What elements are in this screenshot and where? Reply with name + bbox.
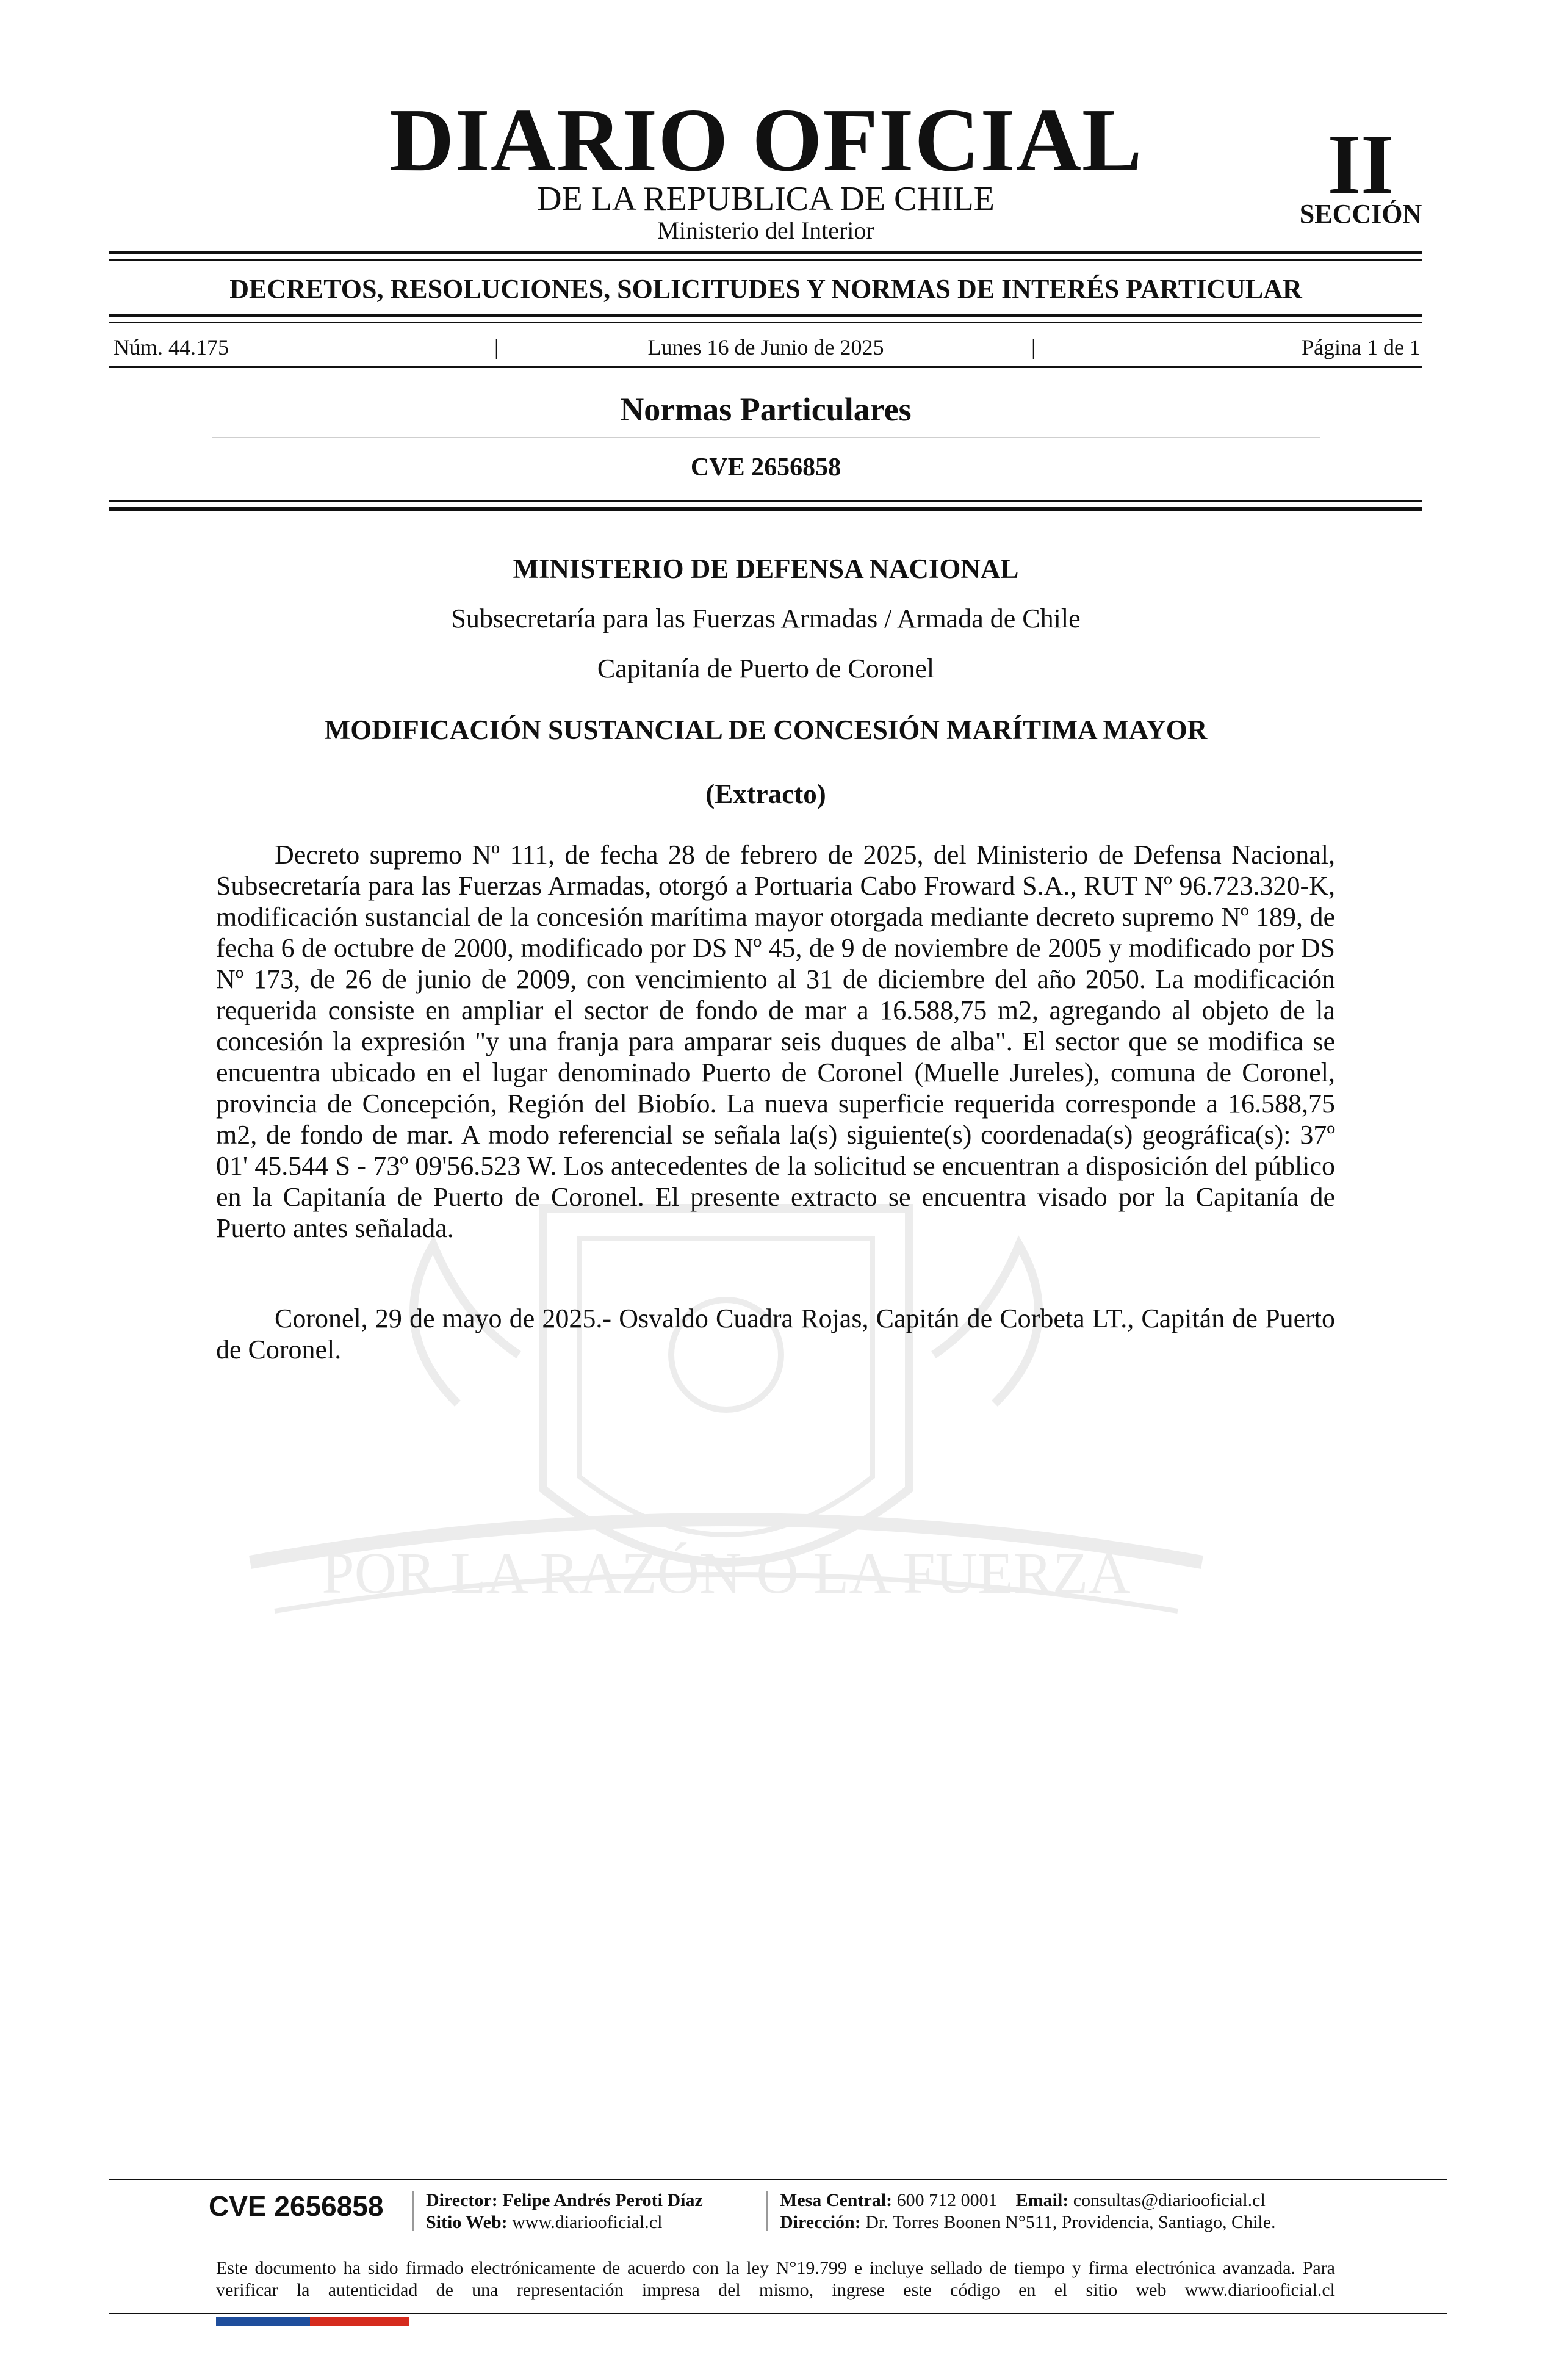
website-label: Sitio Web: — [426, 2212, 508, 2232]
document-ministry: MINISTERIO DE DEFENSA NACIONAL — [513, 554, 1019, 584]
issue-date: Lunes 16 de Junio de 2025 — [647, 335, 884, 359]
director-label: Director: — [426, 2190, 498, 2210]
footer-rule-bottom — [109, 2313, 1447, 2314]
flag-red-segment — [310, 2317, 409, 2326]
address-label: Dirección: — [780, 2212, 861, 2232]
document-extract-label: (Extracto) — [705, 779, 826, 809]
watermark-motto: POR LA RAZÓN O LA FUERZA — [322, 1540, 1131, 1606]
document-closing: Coronel, 29 de mayo de 2025.- Osvaldo Cuadra Rojas, Capitán de Corbeta LT., Capitán de Puerto de Coronel. — [216, 1304, 1335, 1365]
cve-rule-thick — [109, 507, 1422, 511]
section-label: SECCIÓN — [1299, 199, 1422, 229]
category-rule-thick — [109, 314, 1422, 317]
section-heading-underline — [212, 437, 1320, 438]
document-subsecretaria: Subsecretaría para las Fuerzas Armadas / Armada de Chile — [451, 604, 1081, 633]
masthead-ministry: Ministerio del Interior — [657, 217, 874, 244]
document-body: Decreto supremo Nº 111, de fecha 28 de febrero de 2025, del Ministerio de Defensa Nacional, Subsecretaría para las Fuerzas Armadas, otorgó a Portuaria Cabo Froward S.A., RUT Nº 96.723.320-K, modificación sustancial de la concesión marítima mayor otorgada mediante decreto supremo Nº 189, de fecha 6 de octubre de 2000, modificado por DS Nº 45, de 9 de noviembre de 2005 y modificado por DS Nº 173, de 26 de junio de 2009, con vencimiento al 31 de diciembre del año 2050. La modificación requerida consiste en ampliar el sector de fondo de mar a 16.588,75 m2, agregando al objeto de la concesión la expresión "y una franja para amparar seis duques de alba". El sector que se modifica se encuentra ubicado en el lugar denominado Puerto de Coronel (Muelle Jureles), comuna de Coronel, provincia de Concepción, Región del Biobío. La nueva superficie requerida corresponde a 16.588,75 m2, de fondo de mar. A modo referencial se señala la(s) siguiente(s) coordenada(s) geográfica(s): 37º 01' 45.544 S - 73º 09'56.523 W. Los antecedentes de la solicitud se encuentran a disposición del público en la Capitanía de Puerto de Coronel. El presente extracto se encuentra visado por la Capitanía de Puerto antes señalada. — [216, 840, 1335, 1243]
issue-rule — [109, 366, 1422, 368]
website-link[interactable]: www.diariooficial.cl — [512, 2212, 663, 2232]
footer-legal-notice: Este documento ha sido firmado electrónicamente de acuerdo con la ley N°19.799 e incluye sellado de tiempo y firma electrónica avanzada. Para verificar la autenticidad de una representación impresa del mismo, ingrese este código en el sitio web www.diariooficial.cl — [216, 2258, 1335, 2300]
masthead-rule-thick — [109, 251, 1422, 254]
address-text: Dr. Torres Boonen N°511, Providencia, Santiago, Chile. — [865, 2212, 1276, 2232]
masthead-title: DIARIO OFICIAL — [389, 90, 1143, 190]
email-link[interactable]: consultas@diariooficial.cl — [1073, 2190, 1266, 2210]
issue-separator: | — [1031, 335, 1036, 359]
masthead-subtitle: DE LA REPUBLICA DE CHILE — [537, 180, 995, 218]
section-heading: Normas Particulares — [620, 391, 912, 428]
footer-cve-code: CVE 2656858 — [209, 2190, 384, 2222]
cve-code: CVE 2656858 — [690, 453, 841, 481]
cve-rule-thin — [109, 500, 1422, 502]
masthead-rule-thin — [109, 259, 1422, 261]
flag-color-bar — [216, 2317, 409, 2326]
phone-label: Mesa Central: — [780, 2190, 893, 2210]
section-number: II — [1327, 117, 1394, 212]
document-capitania: Capitanía de Puerto de Coronel — [597, 654, 935, 683]
footer-director-block — [426, 2190, 703, 2234]
phone-number: 600 712 0001 — [896, 2190, 998, 2210]
document-title: MODIFICACIÓN SUSTANCIAL DE CONCESIÓN MARÍTIMA MAYOR — [324, 715, 1208, 745]
category-title: DECRETOS, RESOLUCIONES, SOLICITUDES Y NORMAS DE INTERÉS PARTICULAR — [229, 274, 1302, 304]
flag-blue-segment — [216, 2317, 310, 2326]
coat-of-arms-watermark — [201, 1172, 1251, 1709]
issue-separator: | — [494, 335, 499, 359]
footer-separator — [412, 2191, 414, 2231]
issue-number: Núm. 44.175 — [113, 335, 229, 359]
email-label: Email: — [1015, 2190, 1069, 2210]
footer-separator — [766, 2191, 768, 2231]
director-name: Felipe Andrés Peroti Díaz — [502, 2190, 703, 2210]
page-indicator: Página 1 de 1 — [1302, 335, 1421, 359]
category-rule-thin — [109, 322, 1422, 323]
footer-contact-block — [780, 2190, 1276, 2234]
footer-rule-top — [109, 2179, 1447, 2180]
